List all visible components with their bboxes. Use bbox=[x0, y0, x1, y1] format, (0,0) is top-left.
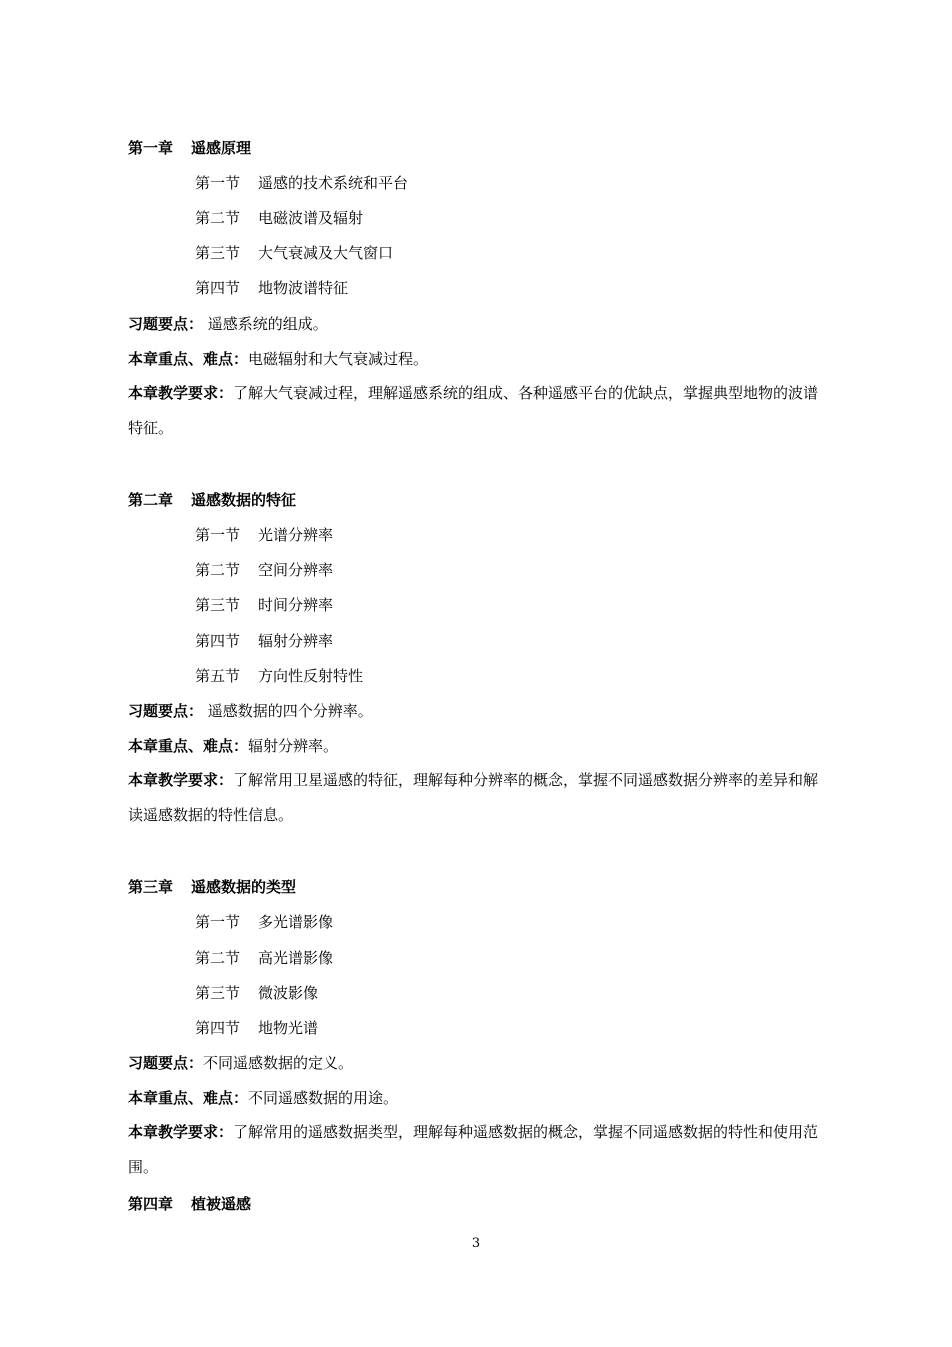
chapter-1-heading bbox=[128, 138, 251, 158]
key-points-text: 不同遥感数据的用途。 bbox=[248, 1089, 399, 1107]
section-number: 第一节 bbox=[195, 174, 241, 192]
requirements-text: 了解常用的遥感数据类型，理解每种遥感数据的概念，掌握不同遥感数据的特性和使用范围。 bbox=[128, 1123, 819, 1176]
section-number: 第三节 bbox=[195, 244, 241, 262]
exercise-label: 习题要点： bbox=[128, 1054, 204, 1072]
section-title: 光谱分辨率 bbox=[258, 526, 334, 544]
chapter-3-section-3 bbox=[195, 983, 318, 1003]
section-number: 第四节 bbox=[195, 279, 241, 297]
section-number: 第三节 bbox=[195, 984, 241, 1002]
chapter-3-section-4 bbox=[195, 1018, 318, 1038]
section-title: 多光谱影像 bbox=[258, 913, 334, 931]
section-number: 第三节 bbox=[195, 596, 241, 614]
chapter-3-section-2 bbox=[195, 948, 333, 968]
section-number: 第二节 bbox=[195, 949, 241, 967]
chapter-1-section-3 bbox=[195, 243, 393, 263]
chapter-2-section-4 bbox=[195, 631, 333, 651]
section-number: 第一节 bbox=[195, 526, 241, 544]
chapter-1-key-points bbox=[128, 349, 428, 369]
section-title: 高光谱影像 bbox=[258, 949, 334, 967]
chapter-4-number: 第四章 bbox=[128, 1195, 174, 1213]
chapter-1-number: 第一章 bbox=[128, 139, 174, 157]
exercise-text: 遥感系统的组成。 bbox=[203, 315, 328, 333]
section-title: 大气衰减及大气窗口 bbox=[258, 244, 394, 262]
chapter-2-section-5 bbox=[195, 666, 363, 686]
chapter-3-title: 遥感数据的类型 bbox=[191, 878, 297, 896]
chapter-2-section-1 bbox=[195, 525, 333, 545]
section-title: 地物波谱特征 bbox=[258, 279, 349, 297]
section-title: 辐射分辨率 bbox=[258, 632, 334, 650]
key-points-text: 辐射分辨率。 bbox=[248, 737, 339, 755]
section-title: 遥感的技术系统和平台 bbox=[258, 174, 409, 192]
chapter-4-heading bbox=[128, 1194, 251, 1214]
section-title: 时间分辨率 bbox=[258, 596, 334, 614]
chapter-3-heading bbox=[128, 877, 296, 897]
section-title: 空间分辨率 bbox=[258, 561, 334, 579]
chapter-3-number: 第三章 bbox=[128, 878, 174, 896]
chapter-3-exercise bbox=[128, 1053, 353, 1073]
section-title: 微波影像 bbox=[258, 984, 319, 1002]
section-number: 第四节 bbox=[195, 1019, 241, 1037]
chapter-2-title: 遥感数据的特征 bbox=[191, 491, 297, 509]
exercise-text: 不同遥感数据的定义。 bbox=[203, 1054, 354, 1072]
chapter-2-heading bbox=[128, 490, 296, 510]
chapter-2-requirements bbox=[128, 763, 828, 833]
chapter-2-section-2 bbox=[195, 560, 333, 580]
chapter-2-key-points bbox=[128, 736, 338, 756]
requirements-text: 了解大气衰减过程，理解遥感系统的组成、各种遥感平台的优缺点，掌握典型地物的波谱特征。 bbox=[128, 384, 819, 437]
chapter-3-requirements bbox=[128, 1115, 828, 1185]
chapter-1-section-2 bbox=[195, 208, 363, 228]
key-points-label: 本章重点、难点： bbox=[128, 737, 249, 755]
requirements-label: 本章教学要求： bbox=[128, 384, 234, 402]
requirements-label: 本章教学要求： bbox=[128, 1123, 234, 1141]
section-number: 第五节 bbox=[195, 667, 241, 685]
chapter-2-exercise bbox=[128, 701, 373, 721]
chapter-1-exercise bbox=[128, 314, 328, 334]
requirements-text: 了解常用卫星遥感的特征，理解每种分辨率的概念，掌握不同遥感数据分辨率的差异和解读遥感数据的特性信息。 bbox=[128, 771, 819, 824]
section-title: 地物光谱 bbox=[258, 1019, 319, 1037]
key-points-label: 本章重点、难点： bbox=[128, 1089, 249, 1107]
section-title: 电磁波谱及辐射 bbox=[258, 209, 364, 227]
key-points-text: 电磁辐射和大气衰减过程。 bbox=[248, 350, 429, 368]
chapter-4-title: 植被遥感 bbox=[191, 1195, 252, 1213]
key-points-label: 本章重点、难点： bbox=[128, 350, 249, 368]
section-number: 第四节 bbox=[195, 632, 241, 650]
chapter-2-section-3 bbox=[195, 595, 333, 615]
chapter-3-section-1 bbox=[195, 912, 333, 932]
exercise-label: 习题要点： bbox=[128, 315, 204, 333]
chapter-3-key-points bbox=[128, 1088, 398, 1108]
section-number: 第一节 bbox=[195, 913, 241, 931]
chapter-2-number: 第二章 bbox=[128, 491, 174, 509]
requirements-label: 本章教学要求： bbox=[128, 771, 234, 789]
section-title: 方向性反射特性 bbox=[258, 667, 364, 685]
section-number: 第二节 bbox=[195, 209, 241, 227]
exercise-label: 习题要点： bbox=[128, 702, 204, 720]
exercise-text: 遥感数据的四个分辨率。 bbox=[203, 702, 373, 720]
chapter-1-title: 遥感原理 bbox=[191, 139, 252, 157]
page-number: 3 bbox=[471, 1236, 481, 1251]
chapter-1-section-1 bbox=[195, 173, 408, 193]
chapter-1-requirements bbox=[128, 376, 828, 446]
section-number: 第二节 bbox=[195, 561, 241, 579]
chapter-1-section-4 bbox=[195, 278, 348, 298]
